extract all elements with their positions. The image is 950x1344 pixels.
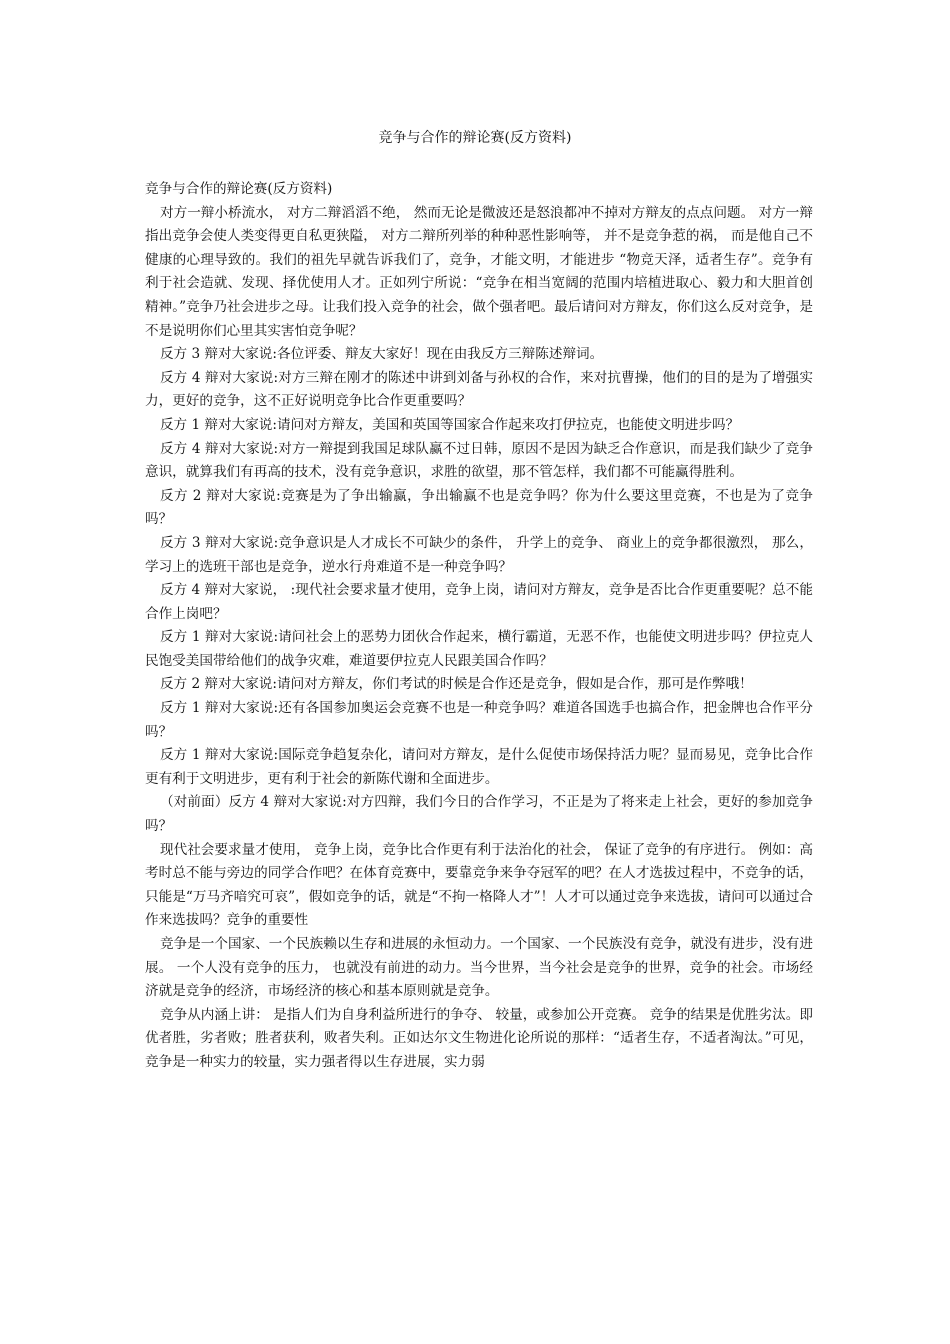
paragraph-8: 反方 4 辩对大家说， :现代社会要求量才使用，竞争上岗，请问对方辩友，竞争是否比合作更重要呢？总不能合作上岗吧？ <box>145 582 813 622</box>
paragraph-14: 现代社会要求量才使用， 竞争上岗，竞争比合作更有利于法治化的社会， 保证了竞争的有序进行。 例如：高考时总不能与旁边的同学合作吧？在体育竞赛中，要靠竞争来争夺冠军的吧？在人才选拔过程中，不竞争的话，只能是“万马齐喑究可哀”，假如竞争的话，就是“不拘一格降人才”！人才可以通过竞争来选拔，请问可以通过合作来选拔吗？竞争的重要性 <box>145 841 813 929</box>
paragraph-6: 反方 2 辩对大家说:竞赛是为了争出输赢，争出输赢不也是竞争吗？你为什么要这里竞赛，不也是为了竞争吗？ <box>145 487 813 528</box>
paragraph-1: 对方一辩小桥流水， 对方二辩滔滔不绝， 然而无论是微波还是怒浪都冲不掉对方辩友的点点问题。 对方一辩指出竞争会使人类变得更自私更狭隘， 对方二辩所列举的种种恶性影响等， 并不是竞争惹的祸， 而是他自己不健康的心理导致的。我们的祖先早就告诉我们了，竞争，才能文明，才能进步 “物竞天泽，适者生存”。竞争有利于社会造就、发现、择优使用人才。正如列宁所说：“竞争在相当宽阔的范围内培植进取心、毅力和大胆首创精神。”竞争乃社会进步之母。让我们投入竞争的社会，做个强者吧。最后请问对方辩友，你们这么反对竞争，是不是说明你们心里其实害怕竞争呢？ <box>145 204 813 339</box>
paragraph-2: 反方 3 辩对大家说:各位评委、辩友大家好！现在由我反方三辩陈述辩词。 <box>159 346 604 363</box>
paragraph-11: 反方 1 辩对大家说:还有各国参加奥运会竞赛不也是一种竞争吗？难道各国选手也搞合作，把金牌也合作平分吗？ <box>145 700 813 740</box>
paragraph-9: 反方 1 辩对大家说:请问社会上的恶势力团伙合作起来，横行霸道，无恶不作，也能使文明进步吗？伊拉克人民饱受美国带给他们的战争灾难，难道要伊拉克人民跟美国合作吗？ <box>145 629 813 669</box>
document-body <box>145 178 813 1075</box>
paragraph-3: 反方 4 辩对大家说:对方三辩在刚才的陈述中讲到刘备与孙权的合作，来对抗曹操，他们的目的是为了增强实力，更好的竞争，这不正好说明竞争比合作更重要吗？ <box>145 369 813 410</box>
page-title: 竞争与合作的辩论赛(反方资料) <box>378 130 572 146</box>
paragraph-10: 反方 2 辩对大家说:请问对方辩友，你们考试的时候是合作还是竞争，假如是合作，那可是作弊哦！ <box>159 676 753 693</box>
paragraph-13: （对前面）反方 4 辩对大家说:对方四辩，我们今日的合作学习，不正是为了将来走上社会，更好的参加竞争吗？ <box>145 794 813 835</box>
document-subtitle: 竞争与合作的辩论赛(反方资料) <box>145 181 333 197</box>
paragraph-15: 竞争是一个国家、一个民族赖以生存和进展的永恒动力。一个国家、一个民族没有竞争，就没有进步，没有进展。 一个人没有竞争的压力， 也就没有前进的动力。当今世界，当今社会是竞争的世界，竞争的社会。市场经济就是竞争的经济，市场经济的核心和基本原则就是竞争。 <box>145 936 813 1000</box>
paragraph-4: 反方 1 辩对大家说:请问对方辩友，美国和英国等国家合作起来攻打伊拉克，也能使文明进步吗？ <box>159 416 740 433</box>
paragraph-7: 反方 3 辩对大家说:竞争意识是人才成长不可缺少的条件， 升学上的竞争、 商业上的竞争都很激烈， 那么，学习上的选班干部也是竞争，逆水行舟难道不是一种竞争吗？ <box>145 534 813 575</box>
paragraph-5: 反方 4 辩对大家说:对方一辩提到我国足球队赢不过日韩，原因不是因为缺乏合作意识，而是我们缺少了竞争意识，就算我们有再高的技术，没有竞争意识，求胜的欲望，那不管怎样，我们都不可能赢得胜利。 <box>145 440 813 481</box>
paragraph-16: 竞争从内涵上讲： 是指人们为自身利益所进行的争夺、 较量，或参加公开竞赛。 竞争的结果是优胜劣汰。即优者胜，劣者败；胜者获利，败者失利。正如达尔文生物进化论所说的那样：“适者生存，不适者淘汰。”可见，竞争是一种实力的较量，实力强者得以生存进展，实力弱 <box>145 1006 813 1070</box>
paragraph-12: 反方 1 辩对大家说:国际竞争趋复杂化，请问对方辩友，是什么促使市场保持活力呢？显而易见，竞争比合作更有利于文明进步，更有利于社会的新陈代谢和全面进步。 <box>145 747 813 787</box>
